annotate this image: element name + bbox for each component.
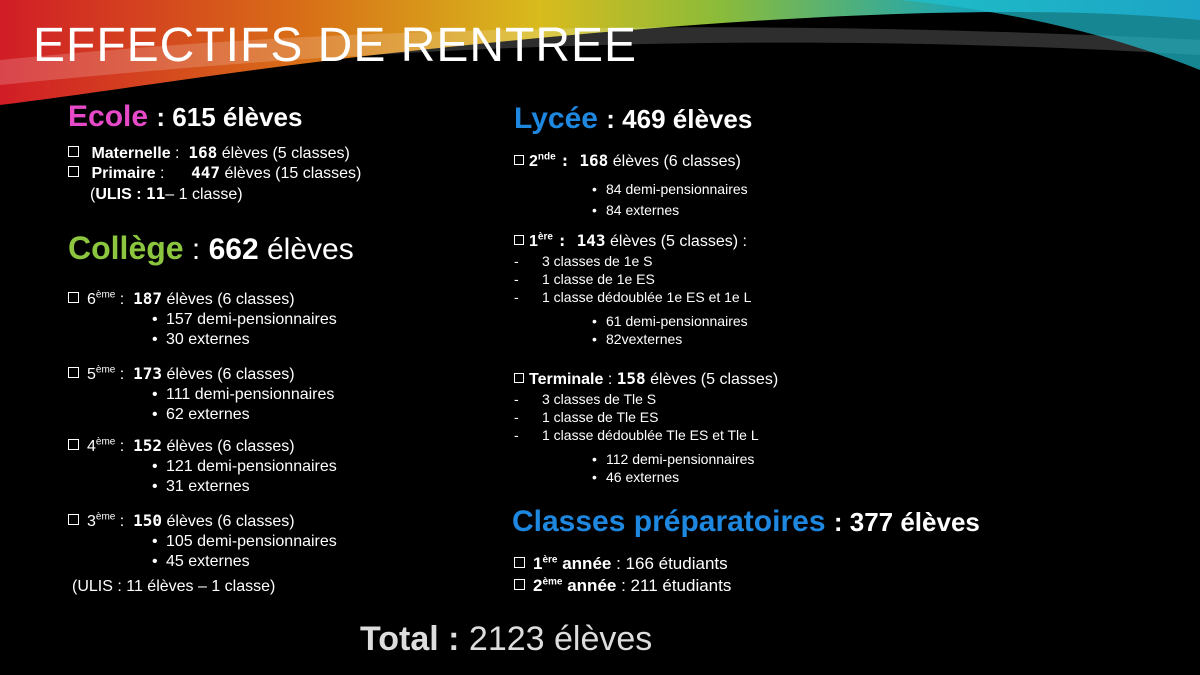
ecole-maternelle-row (68, 143, 350, 164)
checkbox-bullet-icon (514, 155, 524, 165)
level-label: Terminale (529, 371, 604, 388)
level-ext: 62 externes (166, 406, 250, 423)
maternelle-detail: élèves (5 classes) (221, 145, 350, 162)
level-count: 150 (133, 511, 163, 530)
lycee-heading (514, 102, 752, 136)
list-item: 1 classe de Tle ES (542, 409, 659, 425)
ecole-ulis-row (90, 184, 243, 205)
level-detail: élèves (5 classes) (650, 371, 779, 388)
checkbox-bullet-icon (514, 557, 525, 568)
level-base: 6 (87, 291, 96, 308)
ecole-heading (68, 100, 302, 134)
list-item: 1 classe de 1e ES (542, 271, 655, 287)
level-count: 152 (133, 436, 163, 455)
level-dp: 121 demi-pensionnaires (166, 458, 337, 475)
list-item: 3 classes de Tle S (542, 391, 657, 407)
total-value: 2123 élèves (468, 620, 653, 658)
level-count: : 168 (560, 151, 609, 170)
level-sep: : (603, 371, 617, 388)
primaire-detail: élèves (15 classes) (224, 165, 362, 182)
level-sup: ère (537, 231, 553, 243)
primaire-count: 447 (191, 163, 220, 182)
level-base: 1 (529, 233, 538, 250)
checkbox-bullet-icon (68, 367, 79, 378)
lycee-premiere: 1ère : 143 élèves (5 classes) : - 3 classes de 1e S - 1 classe de 1e ES - 1 classe dédoublée 1e ES et 1e L • 61 demi-pensionnaires • 82vexternes (514, 231, 752, 347)
year-label: année (567, 576, 617, 595)
level-count: 158 (616, 369, 646, 388)
ecole-primaire-row (68, 163, 361, 184)
checkbox-bullet-icon (514, 579, 525, 590)
year-label: année (562, 554, 612, 573)
level-sup: nde (537, 151, 556, 163)
level-dp: 157 demi-pensionnaires (166, 311, 337, 328)
college-title: Collège (68, 230, 184, 266)
level-dp: 105 demi-pensionnaires (166, 533, 337, 550)
prepa-title: Classes préparatoires (512, 505, 826, 538)
total-line (360, 620, 652, 659)
lycee-title: Lycée (514, 102, 598, 135)
level-detail: élèves (6 classes) (166, 513, 295, 530)
primaire-label: Primaire (91, 165, 156, 182)
ulis-label: ULIS : (95, 186, 146, 203)
college-ulis: (ULIS : 11 élèves – 1 classe) (72, 578, 276, 595)
level-ext: 84 externes (606, 202, 680, 218)
primaire-sep: : (159, 165, 165, 182)
college-level-4: 4ème : 152 élèves (6 classes) • 121 demi-pensionnaires • 31 externes (68, 436, 337, 497)
level-ext: 45 externes (166, 553, 250, 570)
prepa-year-2 (514, 576, 731, 596)
checkbox-bullet-icon (514, 373, 524, 383)
year-sup: ème (542, 576, 563, 588)
level-base: 3 (87, 513, 96, 530)
maternelle-count: 168 (188, 143, 218, 162)
list-item: 1 classe dédoublée Tle ES et Tle L (542, 427, 759, 443)
level-detail: élèves (6 classes) (166, 291, 295, 308)
checkbox-bullet-icon (68, 146, 79, 157)
year-detail: : 211 étudiants (621, 576, 732, 595)
level-base: 2 (529, 153, 538, 170)
level-count: : 143 (557, 231, 606, 250)
year-detail: : 166 étudiants (616, 554, 728, 573)
level-ext: 46 externes (606, 469, 680, 485)
checkbox-bullet-icon (68, 292, 79, 303)
level-ext: 30 externes (166, 331, 250, 348)
level-detail: élèves (6 classes) (166, 438, 295, 455)
level-ext: 82vexternes (606, 331, 683, 347)
checkbox-bullet-icon (514, 235, 524, 245)
checkbox-bullet-icon (68, 514, 79, 525)
ecole-title: Ecole (68, 100, 149, 133)
college-count-rest: élèves (267, 233, 354, 266)
college-count-sep: : (183, 233, 209, 266)
list-item: 1 classe dédoublée 1e ES et 1e L (542, 289, 752, 305)
college-heading (68, 230, 354, 267)
level-dp: 61 demi-pensionnaires (606, 313, 748, 329)
total-label: Total : (360, 620, 460, 658)
year-base: 2 (533, 576, 543, 595)
lycee-count: : 469 élèves (606, 104, 753, 134)
lycee-seconde: 2nde : 168 élèves (6 classes) • 84 demi-pensionnaires • 84 externes (514, 151, 748, 219)
college-level-6: 6ème : 187 élèves (6 classes) • 157 demi-pensionnaires • 30 externes (68, 289, 337, 350)
level-sup: ème (95, 289, 116, 301)
college-level-3: 3ème : 150 élèves (6 classes) • 105 demi-pensionnaires • 45 externes (68, 511, 337, 572)
level-count: 173 (133, 364, 163, 383)
list-item: 3 classes de 1e S (542, 253, 653, 269)
level-dp: 112 demi-pensionnaires (606, 451, 755, 467)
level-detail: élèves (5 classes) : (610, 233, 747, 250)
college-count-num: 662 (208, 233, 259, 266)
level-count: 187 (133, 289, 163, 308)
level-base: 5 (87, 366, 96, 383)
year-base: 1 (533, 554, 543, 573)
prepa-heading (512, 505, 980, 539)
checkbox-bullet-icon (68, 166, 79, 177)
level-sup: ème (95, 364, 116, 376)
level-ext: 31 externes (166, 478, 250, 495)
level-dp: 111 demi-pensionnaires (166, 386, 335, 403)
maternelle-sep: : (175, 145, 180, 162)
ecole-count: : 615 élèves (156, 102, 303, 132)
level-detail: élèves (6 classes) (612, 153, 741, 170)
level-sup: ème (95, 511, 116, 523)
ulis-open: ( (90, 186, 96, 203)
page-title: EFFECTIFS DE RENTREE (33, 19, 638, 72)
level-detail: élèves (6 classes) (166, 366, 295, 383)
level-dp: 84 demi-pensionnaires (606, 181, 748, 197)
checkbox-bullet-icon (68, 439, 79, 450)
prepa-year-1 (514, 554, 728, 574)
prepa-count: : 377 élèves (833, 507, 980, 537)
level-base: 4 (87, 438, 96, 455)
ulis-detail: – 1 classe) (165, 186, 243, 203)
ulis-count: 11 (146, 184, 166, 203)
year-sup: ère (542, 554, 558, 566)
level-sup: ème (95, 436, 116, 448)
maternelle-label: Maternelle (91, 145, 171, 162)
lycee-terminale: Terminale : 158 élèves (5 classes) - 3 classes de Tle S - 1 classe de Tle ES - 1 classe dédoublée Tle ES et Tle L • 112 demi-pensionnaires • 46 externes (514, 369, 779, 485)
college-level-5: 5ème : 173 élèves (6 classes) • 111 demi-pensionnaires • 62 externes (68, 364, 334, 425)
